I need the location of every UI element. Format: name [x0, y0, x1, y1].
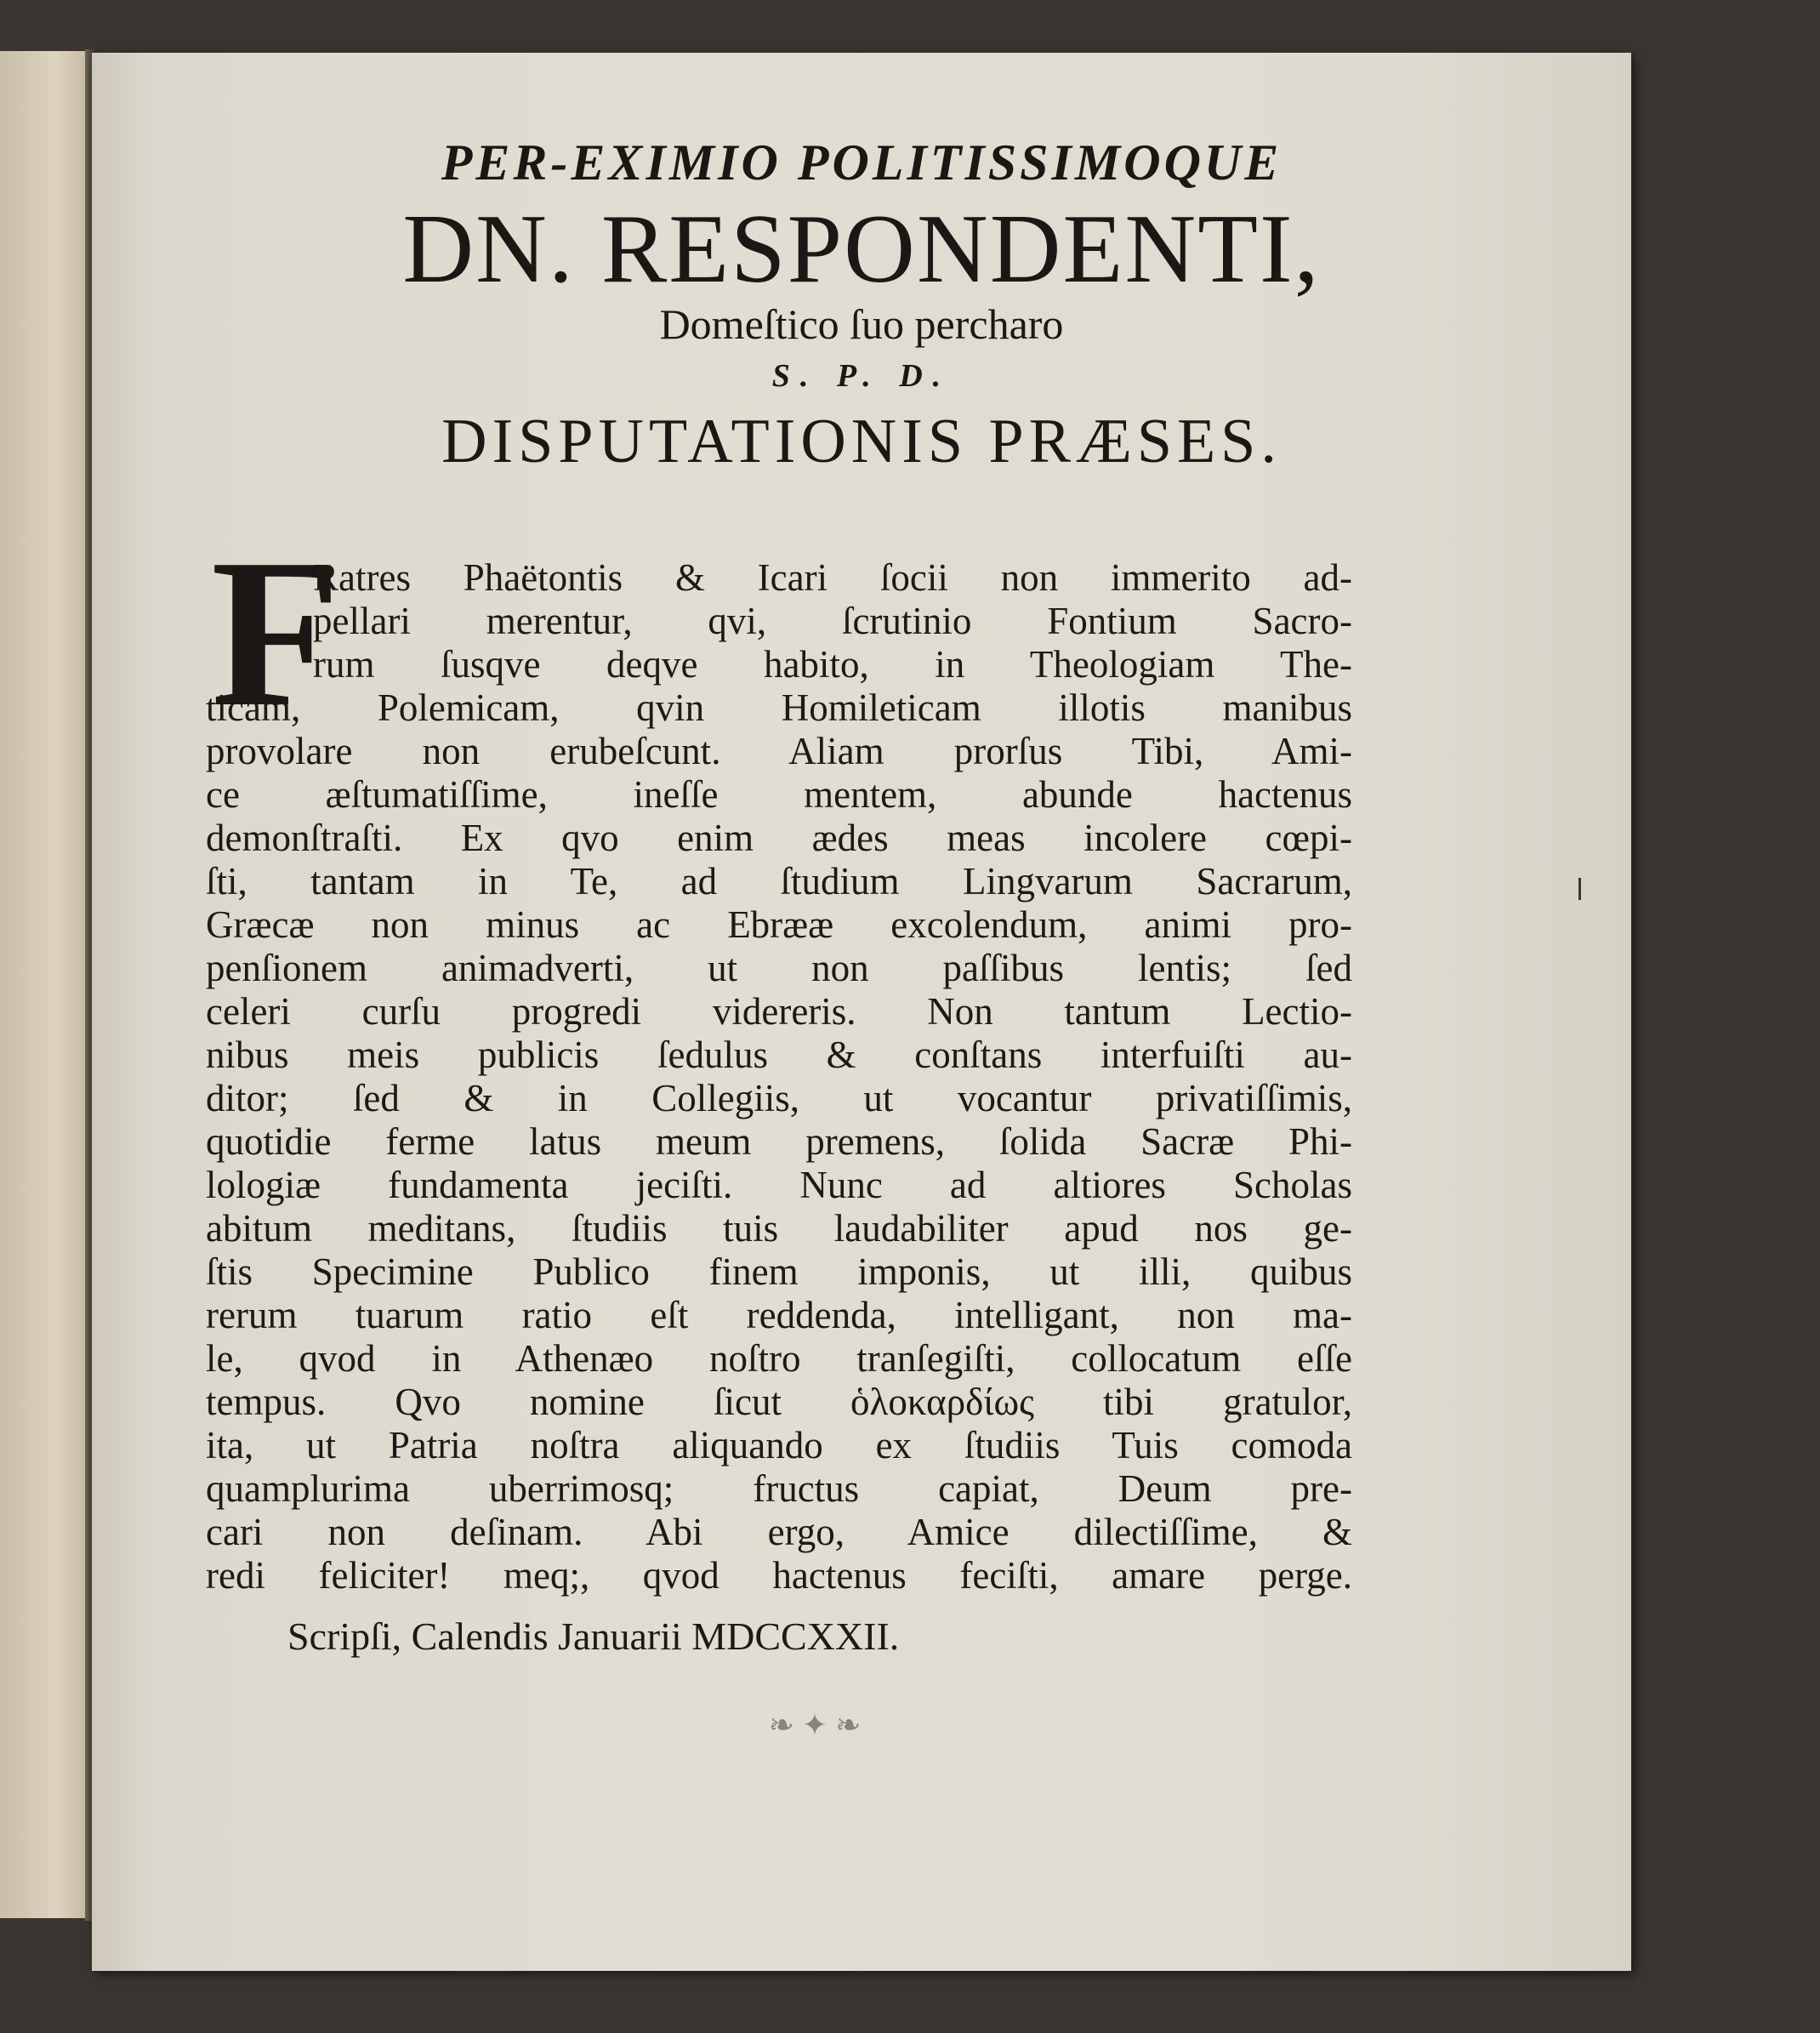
- body-line: redi feliciter! meq;, qvod hactenus feciſti, amare perge.: [206, 1554, 1352, 1597]
- body-line: ditor; ſed & in Collegiis, ut vocantur privatiſſimis,: [206, 1077, 1352, 1119]
- body-line: pellari merentur, qvi, ſcrutinio Fontium Sacro-: [313, 600, 1352, 642]
- heading-spd: S. P. D.: [771, 358, 952, 394]
- book-page: [92, 53, 1631, 1971]
- body-line: Græcæ non minus ac Ebrææ excolendum, animi pro-: [206, 903, 1352, 946]
- body-line: quamplurima uberrimosq; fructus capiat, Deum pre-: [206, 1467, 1352, 1510]
- body-line: abitum meditans, ſtudiis tuis laudabiliter apud nos ge-: [206, 1207, 1352, 1250]
- body-line: cari non deſinam. Abi ergo, Amice dilectiſſime, &: [206, 1511, 1352, 1553]
- body-line: demonſtraſti. Ex qvo enim ædes meas incolere cœpi-: [206, 817, 1352, 859]
- closing-date: Scripſi, Calendis Januarii MDCCXXII.: [287, 1614, 900, 1658]
- ornament-icon: ❧ ✦ ❧: [768, 1708, 862, 1742]
- body-line: ticam, Polemicam, qvin Homileticam illotis manibus: [206, 686, 1352, 729]
- margin-mark: [1578, 878, 1581, 900]
- body-line: nibus meis publicis ſedulus & conſtans interfuiſti au-: [206, 1034, 1352, 1076]
- body-line: quotidie ferme latus meum premens, ſolida Sacræ Phi-: [206, 1120, 1352, 1163]
- heading-dedication: PER-EXIMIO POLITISSIMOQUE: [441, 134, 1283, 191]
- heading-domestic: Domeſtico ſuo percharo: [659, 300, 1064, 348]
- body-line: ſti, tantam in Te, ad ſtudium Lingvarum Sacrarum,: [206, 860, 1352, 903]
- body-line: provolare non erubeſcunt. Aliam prorſus Tibi, Ami-: [206, 730, 1352, 772]
- body-line: ce æſtumatiſſime, ineſſe mentem, abunde hactenus: [206, 773, 1352, 816]
- body-line: ſtis Specimine Publico finem imponis, ut illi, quibus: [206, 1250, 1352, 1293]
- body-line: le, qvod in Athenæo noſtro tranſegiſti, collocatum eſſe: [206, 1337, 1352, 1380]
- body-line: lologiæ fundamenta jeciſti. Nunc ad altiores Scholas: [206, 1164, 1352, 1206]
- heading-respondent: DN. RESPONDENTI,: [402, 195, 1321, 304]
- heading-praeses: DISPUTATIONIS PRÆSES.: [441, 407, 1282, 476]
- body-line: celeri curſu progredi videreris. Non tantum Lectio-: [206, 990, 1352, 1033]
- drop-cap: F: [211, 515, 341, 751]
- body-line: Ratres Phaëtontis & Icari ſocii non immerito ad-: [313, 556, 1352, 599]
- body-line: rum ſusqve deqve habito, in Theologiam The-: [313, 643, 1352, 686]
- body-line: penſionem animadverti, ut non paſſibus lentis; ſed: [206, 947, 1352, 989]
- body-line: tempus. Qvo nomine ſicut ὁλοκαρδίως tibi gratulor,: [206, 1381, 1352, 1423]
- facing-page-edge: [0, 51, 97, 1918]
- body-line: ita, ut Patria noſtra aliquando ex ſtudiis Tuis comoda: [206, 1424, 1352, 1466]
- body-line: rerum tuarum ratio eſt reddenda, intelligant, non ma-: [206, 1294, 1352, 1336]
